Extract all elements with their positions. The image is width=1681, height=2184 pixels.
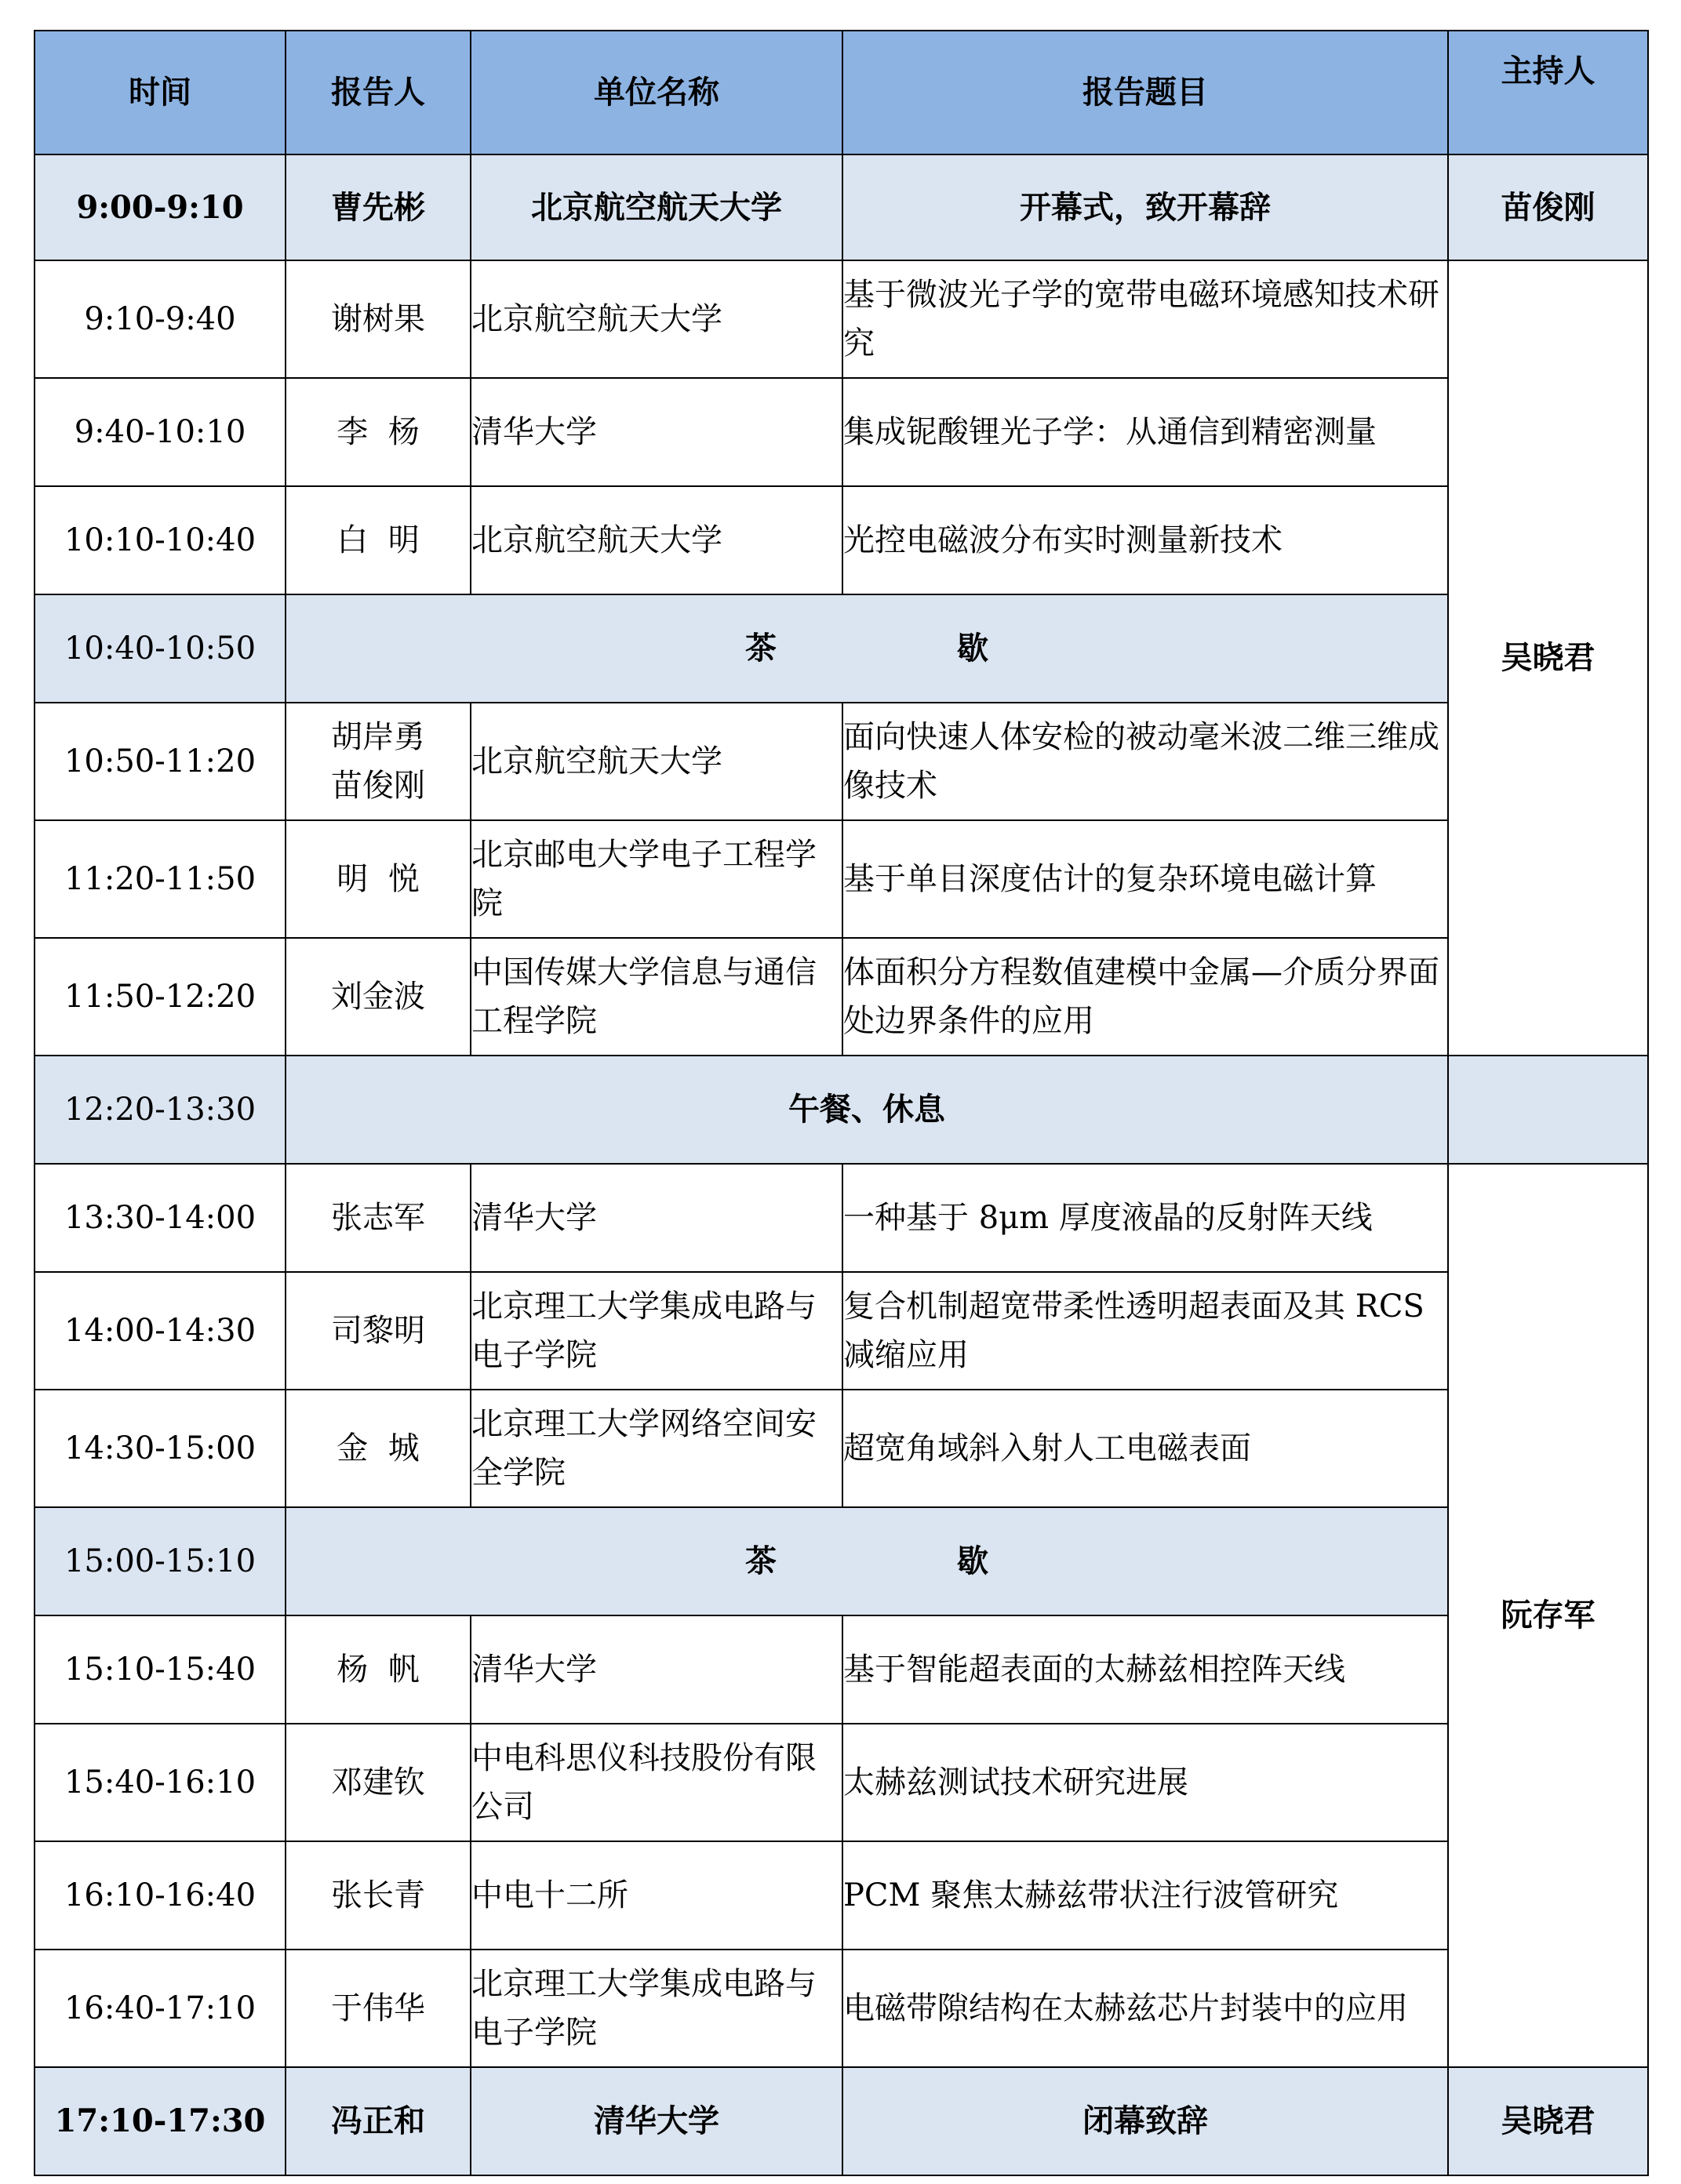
- speaker-cell: 明 悦: [286, 820, 471, 938]
- org-cell: 清华大学: [471, 378, 842, 486]
- time-cell: 10:40-10:50: [35, 594, 286, 703]
- header-speaker: 报告人: [286, 31, 471, 154]
- org-cell: 北京航空航天大学: [471, 260, 842, 378]
- session1-host-cell: 吴晓君: [1448, 260, 1648, 1056]
- table-row: [35, 1272, 1648, 1390]
- topic-cell: PCM 聚焦太赫兹带状注行波管研究: [842, 1841, 1448, 1950]
- header-time: 时间: [35, 31, 286, 154]
- speaker-cell: 冯正和: [286, 2067, 471, 2175]
- topic-cell: 集成铌酸锂光子学：从通信到精密测量: [842, 378, 1448, 486]
- host-cell: 吴晓君: [1448, 2067, 1648, 2175]
- speaker-cell: 谢树果: [286, 260, 471, 378]
- time-cell: 10:50-11:20: [35, 703, 286, 820]
- opening-row: [35, 154, 1648, 260]
- topic-cell: 超宽角域斜入射人工电磁表面: [842, 1390, 1448, 1507]
- org-cell: 清华大学: [471, 2067, 842, 2175]
- time-cell: 13:30-14:00: [35, 1164, 286, 1272]
- time-cell: 9:10-9:40: [35, 260, 286, 378]
- org-cell: 北京航空航天大学: [471, 154, 842, 260]
- table-row: [35, 938, 1648, 1056]
- speaker-cell: 于伟华: [286, 1950, 471, 2067]
- org-cell: 北京理工大学集成电路与电子学院: [471, 1272, 842, 1390]
- time-cell: 14:00-14:30: [35, 1272, 286, 1390]
- org-cell: 清华大学: [471, 1615, 842, 1724]
- topic-cell: 太赫兹测试技术研究进展: [842, 1724, 1448, 1841]
- time-cell: 15:10-15:40: [35, 1615, 286, 1724]
- header-row: [35, 31, 1648, 154]
- topic-cell: 基于智能超表面的太赫兹相控阵天线: [842, 1615, 1448, 1724]
- break-label-b: 歇: [957, 630, 988, 667]
- topic-cell: 面向快速人体安检的被动毫米波二维三维成像技术: [842, 703, 1448, 820]
- topic-cell: 体面积分方程数值建模中金属—介质分界面处边界条件的应用: [842, 938, 1448, 1056]
- time-cell: 10:10-10:40: [35, 486, 286, 594]
- break-label-b: 歇: [957, 1543, 988, 1579]
- break-label-cell: [286, 594, 1448, 703]
- time-cell: 9:40-10:10: [35, 378, 286, 486]
- org-cell: 北京邮电大学电子工程学院: [471, 820, 842, 938]
- speaker-cell: 张志军: [286, 1164, 471, 1272]
- topic-cell: 复合机制超宽带柔性透明超表面及其 RCS 减缩应用: [842, 1272, 1448, 1390]
- org-cell: 中电科思仪科技股份有限公司: [471, 1724, 842, 1841]
- time-cell: 16:10-16:40: [35, 1841, 286, 1950]
- table-row: [35, 378, 1648, 486]
- org-cell: 清华大学: [471, 1164, 842, 1272]
- time-cell: 17:10-17:30: [35, 2067, 286, 2175]
- topic-cell: 闭幕致辞: [842, 2067, 1448, 2175]
- org-cell: 中电十二所: [471, 1841, 842, 1950]
- session2-host-cell: 阮存军: [1448, 1164, 1648, 2067]
- tea-break-row: [35, 1507, 1648, 1615]
- org-cell: 北京航空航天大学: [471, 703, 842, 820]
- org-cell: 北京航空航天大学: [471, 486, 842, 594]
- speaker-cell: 白 明: [286, 486, 471, 594]
- break-label-a: 茶: [745, 1543, 777, 1579]
- table-row: [35, 703, 1648, 820]
- closing-row: [35, 2067, 1648, 2175]
- org-cell: 中国传媒大学信息与通信工程学院: [471, 938, 842, 1056]
- break-label-a: 茶: [745, 630, 777, 667]
- table-row: [35, 1950, 1648, 2067]
- topic-cell: 电磁带隙结构在太赫兹芯片封装中的应用: [842, 1950, 1448, 2067]
- speaker-cell: 曹先彬: [286, 154, 471, 260]
- tea-break-row: [35, 594, 1648, 703]
- lunch-row: [35, 1056, 1648, 1164]
- time-cell: 9:00-9:10: [35, 154, 286, 260]
- speaker-name: 苗俊刚: [331, 768, 425, 804]
- table-row: [35, 820, 1648, 938]
- schedule-table: [34, 30, 1649, 2176]
- table-row: [35, 1841, 1648, 1950]
- topic-cell: 开幕式，致开幕辞: [842, 154, 1448, 260]
- time-cell: 15:40-16:10: [35, 1724, 286, 1841]
- topic-cell: 一种基于 8μm 厚度液晶的反射阵天线: [842, 1164, 1448, 1272]
- table-row: [35, 1724, 1648, 1841]
- speaker-cell: 刘金波: [286, 938, 471, 1056]
- header-topic: 报告题目: [842, 31, 1448, 154]
- time-cell: 14:30-15:00: [35, 1390, 286, 1507]
- speaker-cell: 司黎明: [286, 1272, 471, 1390]
- speaker-cell: 李 杨: [286, 378, 471, 486]
- table-row: [35, 1615, 1648, 1724]
- speaker-name: 胡岸勇: [331, 719, 425, 755]
- speaker-cell: 邓建钦: [286, 1724, 471, 1841]
- time-cell: 16:40-17:10: [35, 1950, 286, 2067]
- lunch-label-cell: 午餐、休息: [286, 1056, 1448, 1164]
- host-cell: 苗俊刚: [1448, 154, 1648, 260]
- topic-cell: 光控电磁波分布实时测量新技术: [842, 486, 1448, 594]
- speaker-cell: 金 城: [286, 1390, 471, 1507]
- time-cell: 12:20-13:30: [35, 1056, 286, 1164]
- empty-host-cell: [1448, 1056, 1648, 1164]
- org-cell: 北京理工大学集成电路与电子学院: [471, 1950, 842, 2067]
- table-row: [35, 1164, 1648, 1272]
- time-cell: 11:50-12:20: [35, 938, 286, 1056]
- speaker-cell: [286, 703, 471, 820]
- break-label-cell: [286, 1507, 1448, 1615]
- table-row: [35, 486, 1648, 594]
- table-row: [35, 260, 1648, 378]
- time-cell: 15:00-15:10: [35, 1507, 286, 1615]
- topic-cell: 基于单目深度估计的复杂环境电磁计算: [842, 820, 1448, 938]
- org-cell: 北京理工大学网络空间安全学院: [471, 1390, 842, 1507]
- time-cell: 11:20-11:50: [35, 820, 286, 938]
- header-org: 单位名称: [471, 31, 842, 154]
- table-row: [35, 1390, 1648, 1507]
- topic-cell: 基于微波光子学的宽带电磁环境感知技术研究: [842, 260, 1448, 378]
- speaker-cell: 张长青: [286, 1841, 471, 1950]
- header-host: 主持人: [1448, 31, 1648, 154]
- speaker-cell: 杨 帆: [286, 1615, 471, 1724]
